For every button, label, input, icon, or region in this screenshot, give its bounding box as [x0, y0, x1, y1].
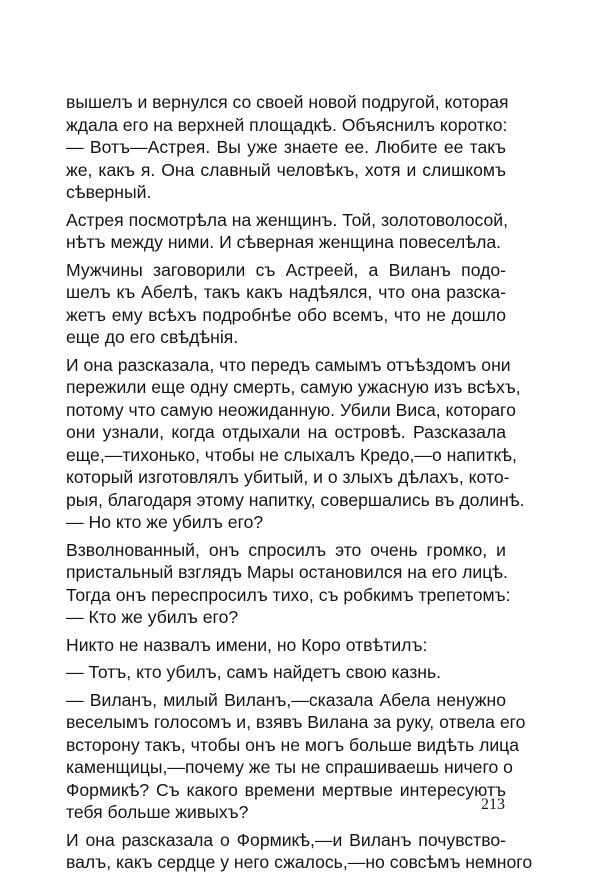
text-line: — Вотъ—Астрея. Вы уже знаете ее. Любите ее такъ	[66, 137, 506, 157]
text-line: тебя больше живыхъ?	[66, 802, 249, 822]
text-line: Астрея посмотрѣла на женщинъ. Той, золотоволосой,	[66, 209, 509, 230]
text-line: потому что самую неожиданную. Убили Виса, котораго	[66, 399, 516, 420]
text-line: — Кто же убилъ его?	[66, 607, 239, 627]
text-line: — Тотъ, кто убилъ, самъ найдетъ свою казнь.	[66, 662, 442, 682]
text-line: Взволнованный, онъ спросилъ это очень громко, и	[66, 539, 506, 560]
text-line: И она разсказала о Формикѣ,—и Виланъ почувство-	[66, 829, 506, 850]
text-line: всторону такъ, чтобы онъ не могъ больше видѣть лица	[66, 734, 520, 755]
text-line: ждала его на верхней площадкѣ. Объяснилъ коротко:	[66, 114, 508, 135]
text-line: валъ, какъ сердце у него сжалось,—но совсѣмъ немного	[66, 852, 533, 872]
text-line: жетъ ему всѣхъ подробнѣе обо всемъ, что не дошло	[66, 304, 506, 325]
text-line: каменщицы,—почему же ты не спрашиваешь ничего о	[66, 757, 513, 777]
text-line: Мужчины заговорили съ Астреей, а Виланъ подо-	[66, 259, 506, 280]
text-line: И она разсказала, что передъ самымъ отъѣздомъ они	[66, 354, 511, 375]
text-line: Тогда онъ переспросилъ тихо, съ робкимъ трепетомъ:	[66, 584, 511, 605]
text-line: еще,—тихонько, чтобы не слыхалъ Кредо,—о напиткѣ,	[66, 444, 517, 465]
text-line: рыя, благодаря этому напитку, совершались въ долинѣ.	[66, 489, 525, 510]
text-line: еще до его свѣдѣнія.	[66, 327, 239, 347]
page-number: 213	[481, 796, 505, 813]
text-line: сѣверный.	[66, 182, 152, 202]
text-line: они узнали, когда отдыхали на островѣ. Разсказала	[66, 422, 506, 442]
text-line: нѣтъ между ними. И сѣверная женщина повеселѣла.	[66, 232, 502, 252]
text-line: — Но кто же убилъ его?	[66, 512, 264, 532]
text-line: же, какъ я. Она славный человѣкъ, хотя и слишкомъ	[66, 159, 506, 180]
text-line: который изготовлялъ убитый, и о злыхъ дѣлахъ, кото-	[66, 467, 510, 487]
text-line: веселымъ голосомъ и, взявъ Вилана за руку, отвела его	[66, 712, 526, 732]
text-line: вышелъ и вернулся со своей новой подругой, которая	[66, 92, 509, 112]
text-line: пристальный взглядъ Мары остановился на его лицѣ.	[66, 562, 508, 582]
text-line: Никто не назвалъ имени, но Коро отвѣтилъ:	[66, 634, 428, 655]
text-line: Формикѣ? Съ какого времени мертвые интересуютъ	[66, 779, 506, 800]
text-line: шелъ къ Абелѣ, такъ какъ надѣялся, что она разска-	[66, 282, 506, 302]
text-line: — Виланъ, милый Виланъ,—сказала Абела ненужно	[66, 689, 506, 710]
body-text	[66, 91, 533, 874]
text-line: пережили еще одну смерть, самую ужасную изъ всѣхъ,	[66, 377, 521, 397]
